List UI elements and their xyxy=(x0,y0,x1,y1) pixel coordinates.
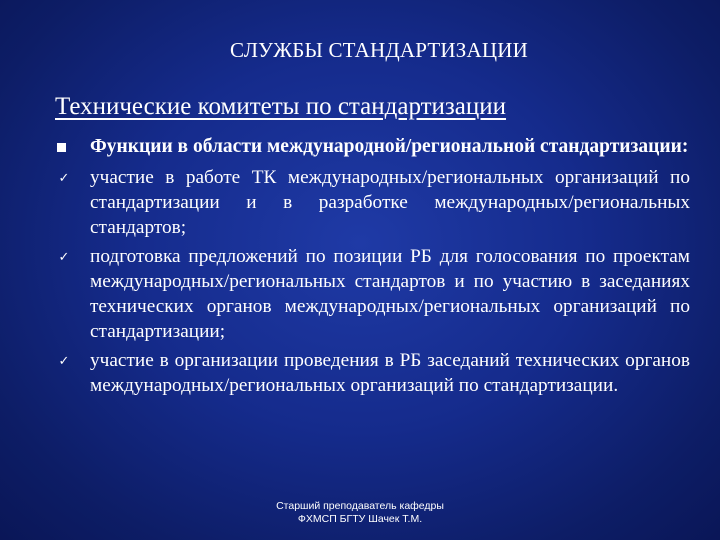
slide-header xyxy=(0,38,720,63)
checkmark-icon: ✓ xyxy=(58,354,70,369)
list-item-text: подготовка предложений по позиции РБ для голосования по проектам международных/региональных стандартов и по участию в заседаниях технических органов международных/региональных организаций по стандартизации; xyxy=(90,246,690,342)
footer-author-position: Старший преподаватель кафедры xyxy=(276,500,444,512)
list-item-text: участие в организации проведения в РБ заседаний технических органов международных/региональных организаций по стандартизации. xyxy=(90,350,690,396)
main-item-text: Функции в области международной/региональной стандартизации: xyxy=(90,136,689,157)
list-item-text: участие в работе ТК международных/региональных организаций по стандартизации и в разработке международных/региональных стандартов; xyxy=(90,167,690,238)
header-title: СЛУЖБЫ СТАНДАРТИЗАЦИИ xyxy=(230,38,528,62)
checkmark-icon: ✓ xyxy=(58,171,70,186)
slide-footer xyxy=(220,500,500,526)
list-item xyxy=(55,165,690,240)
footer-author-name: ФХМСП БГТУ Шачек Т.М. xyxy=(297,513,423,525)
list-item xyxy=(55,244,690,344)
square-bullet-icon xyxy=(57,143,66,152)
content-list xyxy=(55,134,690,402)
checkmark-icon: ✓ xyxy=(58,250,70,265)
list-item xyxy=(55,348,690,398)
main-list-item xyxy=(55,134,690,159)
slide-subtitle: Технические комитеты по стандартизации xyxy=(55,93,507,120)
